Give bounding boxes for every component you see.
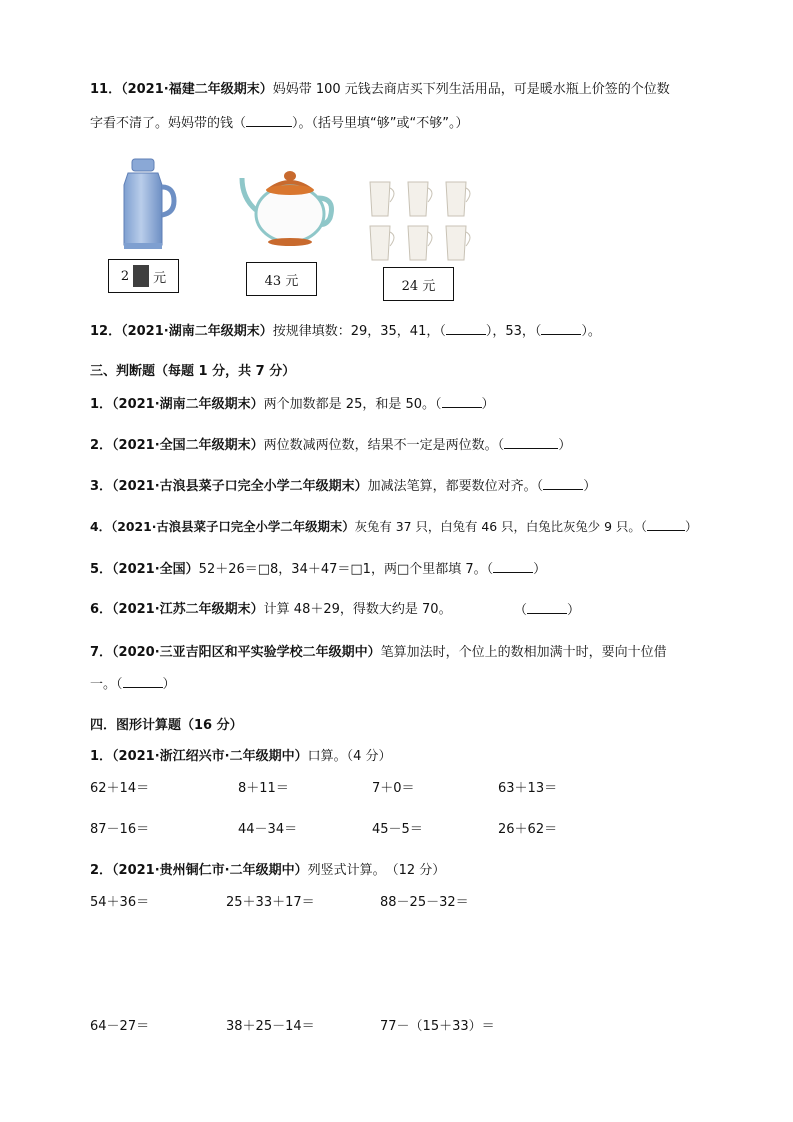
judge-item-4 <box>90 518 697 536</box>
teapot-price-box <box>246 262 317 296</box>
q12-number: 12． <box>90 324 122 339</box>
cups-price-box <box>383 267 454 301</box>
judge-5-number: 5． <box>90 562 113 577</box>
judge-6-blank[interactable] <box>527 601 567 614</box>
judge-7-close: ） <box>162 677 176 692</box>
s4-q1-heading <box>90 748 392 766</box>
thermos-icon <box>118 157 178 251</box>
q12-line <box>90 322 601 341</box>
judge-6-text: 计算 48＋29，得数大约是 70。 <box>263 602 452 617</box>
judge-item-1 <box>90 395 495 414</box>
judge-3-text: 加减法笔算，都要数位对齐。（ <box>367 479 544 494</box>
vertical-calc-4: 64－27＝ <box>90 1019 150 1034</box>
judge-6-open: （ <box>514 603 528 618</box>
judge-7-blank[interactable] <box>123 675 163 688</box>
teapot-icon <box>238 168 338 248</box>
judge-4-blank[interactable] <box>647 518 685 531</box>
judge-item-2 <box>90 436 571 455</box>
cups-icon <box>368 180 478 264</box>
judge-7-text2: 一。（ <box>90 677 123 692</box>
judge-2-number: 2． <box>90 438 113 453</box>
judge-2-source: （2021·全国二年级期末） <box>112 438 264 453</box>
q11-text1: 妈妈带 100 元钱去商店买下列生活用品，可是暖水瓶上价签的个位数 <box>272 82 670 97</box>
judge-item-6 <box>90 601 452 619</box>
judge-5-blank[interactable] <box>493 560 533 573</box>
q11-text2b: ）。（括号里填“够”或“不够”。） <box>292 116 469 131</box>
thermos-price-prefix: 2 <box>120 268 130 284</box>
judge-3-source: （2021·古浪县菜子口完全小学二年级期末） <box>112 479 368 494</box>
oral-calc-1: 62＋14＝ <box>90 781 150 796</box>
hidden-digit-block <box>133 265 149 287</box>
judge-4-number: 4． <box>90 519 112 534</box>
oral-calc-4: 63＋13＝ <box>498 781 558 796</box>
oral-calc-2: 8＋11＝ <box>238 781 289 796</box>
judge-2-text: 两位数减两位数，结果不一定是两位数。（ <box>263 438 505 453</box>
s4-q1-text: 口算。（4 分） <box>307 749 392 764</box>
section4-title: 四．图形计算题（16 分） <box>90 718 243 733</box>
judge-3-close: ） <box>583 479 597 494</box>
vertical-calc-2: 25＋33＋17＝ <box>226 895 315 910</box>
judge-1-text: 两个加数都是 25，和是 50。（ <box>263 397 442 412</box>
judge-6-source: （2021·江苏二年级期末） <box>112 602 264 617</box>
q11-line2 <box>90 114 468 133</box>
oral-calc-7: 45－5＝ <box>372 822 423 837</box>
s4-q2-text: 列竖式计算。 （12 分） <box>307 863 446 878</box>
section3-title: 三、判断题（每题 1 分，共 7 分） <box>90 364 296 379</box>
thermos-price-box <box>108 259 179 293</box>
judge-2-close: ） <box>558 438 572 453</box>
judge-6-close: ） <box>567 603 581 618</box>
judge-item-5 <box>90 560 546 579</box>
judge-item-7-cont <box>90 675 176 694</box>
judge-5-close: ） <box>533 562 547 577</box>
q11-number: 11． <box>90 82 122 97</box>
judge-5-source: （2021·全国） <box>112 562 199 577</box>
vertical-calc-6: 77－（15＋33）＝ <box>380 1019 495 1034</box>
vertical-calc-1: 54＋36＝ <box>90 895 150 910</box>
q12-source: （2021·湖南二年级期末） <box>121 324 273 339</box>
s4-q2-heading <box>90 862 445 880</box>
judge-6-paren <box>514 601 580 620</box>
judge-3-blank[interactable] <box>543 477 583 490</box>
vertical-calc-3: 88－25－32＝ <box>380 895 469 910</box>
judge-item-7 <box>90 644 667 662</box>
judge-5-text: 52＋26＝□8，34＋47＝□1，两□个里都填 7。（ <box>198 562 494 577</box>
q11-source: （2021·福建二年级期末） <box>121 82 273 97</box>
oral-calc-5: 87－16＝ <box>90 822 150 837</box>
oral-calc-6: 44－34＝ <box>238 822 298 837</box>
q11-line1 <box>90 81 670 99</box>
judge-1-source: （2021·湖南二年级期末） <box>112 397 264 412</box>
q12-text2: ），53，（ <box>485 324 542 339</box>
judge-7-source: （2020·三亚吉阳区和平实验学校二年级期中） <box>112 645 381 660</box>
s4-q2-number: 2． <box>90 863 113 878</box>
judge-7-number: 7． <box>90 645 113 660</box>
oral-calc-8: 26＋62＝ <box>498 822 558 837</box>
judge-2-blank[interactable] <box>504 436 558 449</box>
judge-4-close: ） <box>684 519 698 534</box>
judge-1-blank[interactable] <box>442 395 482 408</box>
s4-q2-source: （2021·贵州铜仁市·二年级期中） <box>112 863 308 878</box>
judge-item-3 <box>90 477 596 496</box>
judge-6-number: 6． <box>90 602 113 617</box>
q12-text3: ）。 <box>581 324 601 339</box>
judge-1-close: ） <box>481 397 495 412</box>
q12-text1: 按规律填数：29，35，41，（ <box>272 324 446 339</box>
vertical-calc-5: 38＋25－14＝ <box>226 1019 315 1034</box>
q12-blank-2[interactable] <box>541 322 581 335</box>
thermos-price-suffix: 元 <box>153 270 167 286</box>
s4-q1-number: 1． <box>90 749 113 764</box>
judge-4-source: （2021·古浪县菜子口完全小学二年级期末） <box>111 519 355 534</box>
s4-q1-source: （2021·浙江绍兴市·二年级期中） <box>112 749 308 764</box>
teapot-price: 43 元 <box>264 273 299 289</box>
judge-3-number: 3． <box>90 479 113 494</box>
q12-blank-1[interactable] <box>446 322 486 335</box>
q11-answer-blank[interactable] <box>246 114 292 127</box>
judge-4-text: 灰兔有 37 只，白兔有 46 只，白兔比灰兔少 9 只。（ <box>354 519 647 534</box>
judge-1-number: 1． <box>90 397 113 412</box>
cups-price: 24 元 <box>401 278 436 294</box>
judge-7-text: 笔算加法时，个位上的数相加满十时，要向十位借 <box>380 645 667 660</box>
q11-text2a: 字看不清了。妈妈带的钱（ <box>90 116 247 131</box>
oral-calc-3: 7＋0＝ <box>372 781 415 796</box>
